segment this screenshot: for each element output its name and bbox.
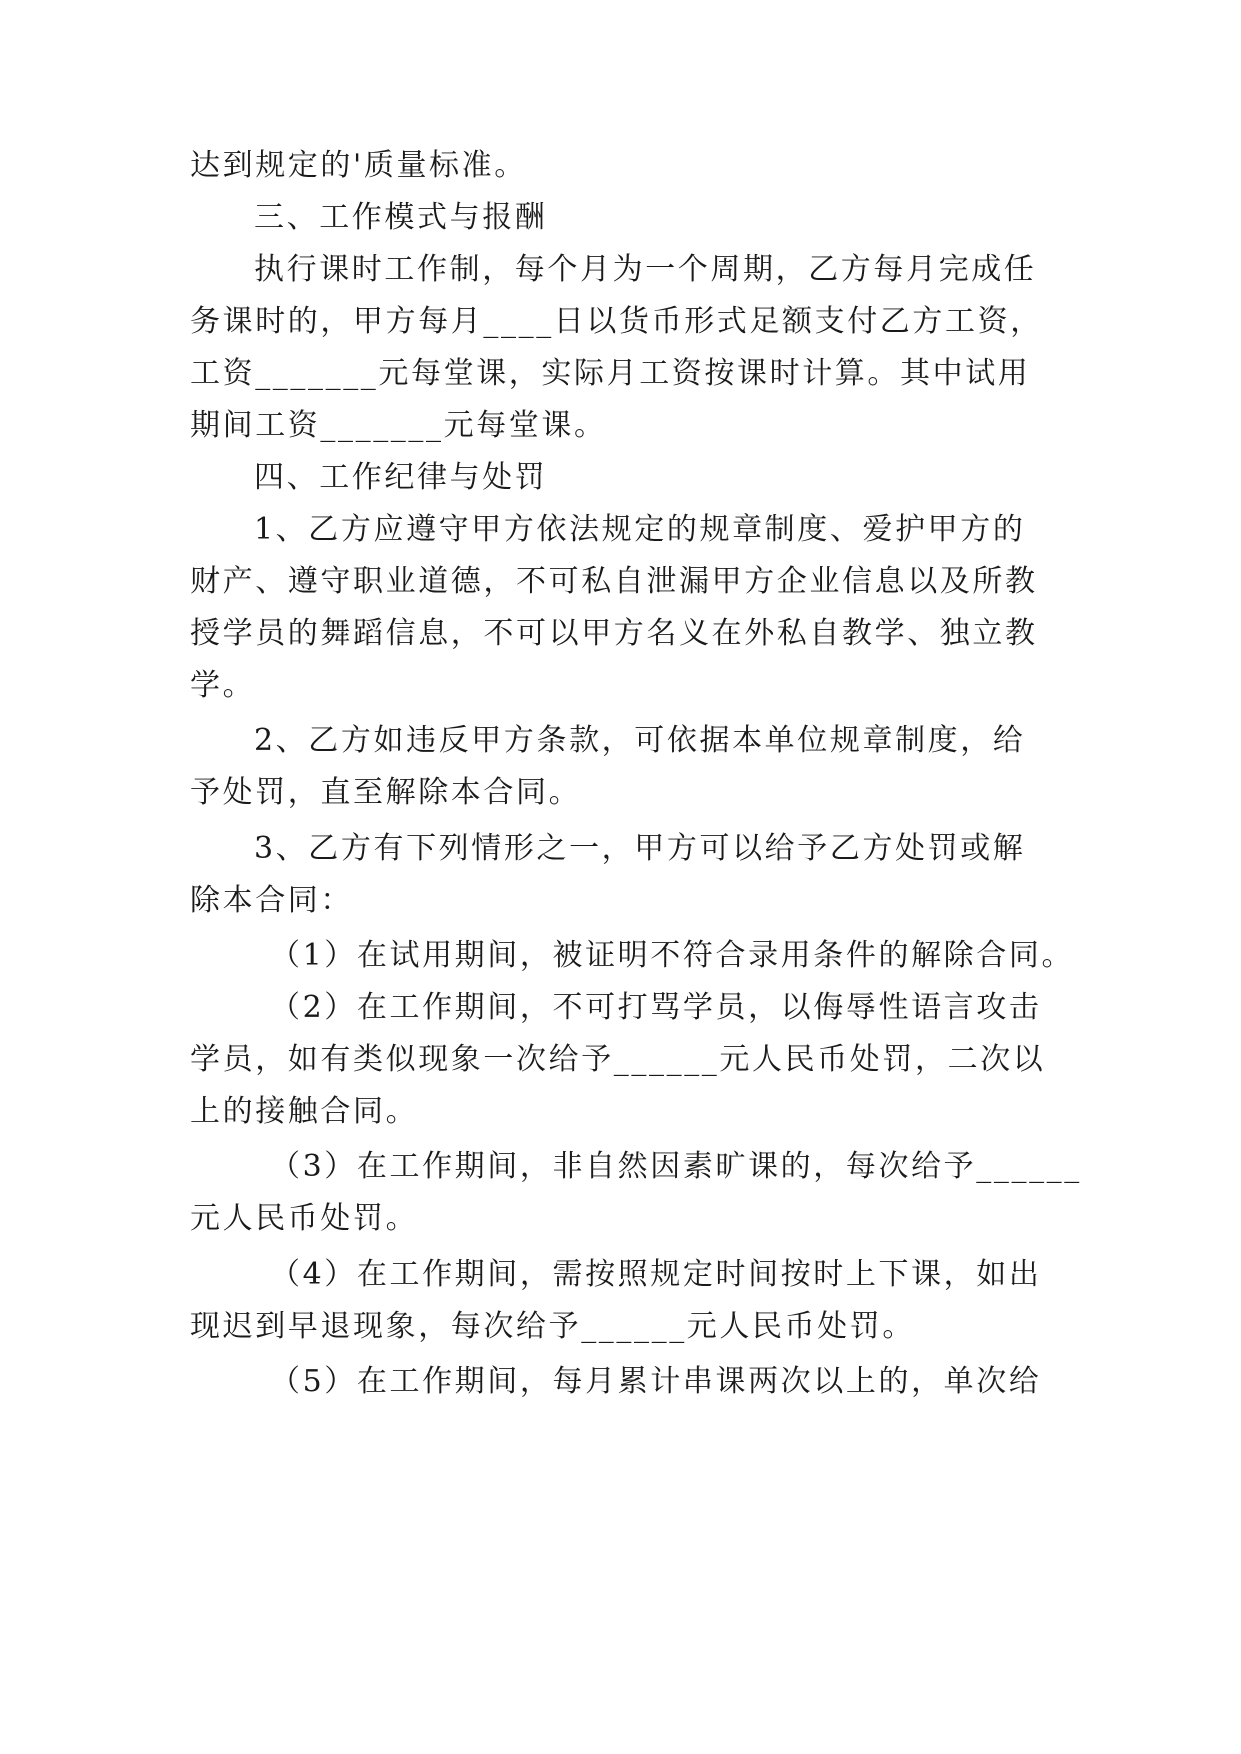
paragraph-line: 上的接触合同。 (190, 1094, 419, 1129)
paragraph-line: 执行课时工作制，每个月为一个周期，乙方每月完成任 (254, 252, 1037, 287)
paragraph-line: （3）在工作期间，非自然因素旷课的，每次给予______ (270, 1149, 1082, 1184)
paragraph-line: 1、乙方应遵守甲方依法规定的规章制度、爱护甲方的 (254, 512, 1026, 547)
paragraph-line: 3、乙方有下列情形之一，甲方可以给予乙方处罚或解 (254, 831, 1026, 866)
paragraph-line: 财产、遵守职业道德，不可私自泄漏甲方企业信息以及所教 (190, 564, 1038, 599)
paragraph-line: 元人民币处罚。 (190, 1201, 419, 1236)
paragraph-line: 现迟到早退现象，每次给予______元人民币处罚。 (190, 1309, 915, 1344)
paragraph-line: 2、乙方如违反甲方条款，可依据本单位规章制度，给 (254, 723, 1026, 758)
paragraph-line: 授学员的舞蹈信息，不可以甲方名义在外私自教学、独立教 (190, 616, 1038, 651)
paragraph-line: （1）在试用期间，被证明不符合录用条件的解除合同。 (270, 938, 1075, 973)
paragraph-line: 除本合同： (190, 883, 353, 918)
paragraph-line: （5）在工作期间，每月累计串课两次以上的，单次给 (270, 1364, 1042, 1399)
section-heading: 三、工作模式与报酬 (254, 200, 548, 235)
paragraph-line: 予处罚，直至解除本合同。 (190, 775, 582, 810)
paragraph-line: 务课时的，甲方每月____日以货币形式足额支付乙方工资， (190, 304, 1043, 339)
paragraph-line: 学。 (190, 668, 256, 703)
paragraph-line: （4）在工作期间，需按照规定时间按时上下课，如出 (270, 1257, 1042, 1292)
paragraph-line: 达到规定的'质量标准。 (190, 148, 527, 183)
paragraph-line: （2）在工作期间，不可打骂学员，以侮辱性语言攻击 (270, 990, 1042, 1025)
section-heading: 四、工作纪律与处罚 (254, 460, 548, 495)
paragraph-line: 工资_______元每堂课，实际月工资按课时计算。其中试用 (190, 356, 1031, 391)
paragraph-line: 学员，如有类似现象一次给予______元人民币处罚，二次以 (190, 1042, 1046, 1077)
paragraph-line: 期间工资_______元每堂课。 (190, 408, 607, 443)
